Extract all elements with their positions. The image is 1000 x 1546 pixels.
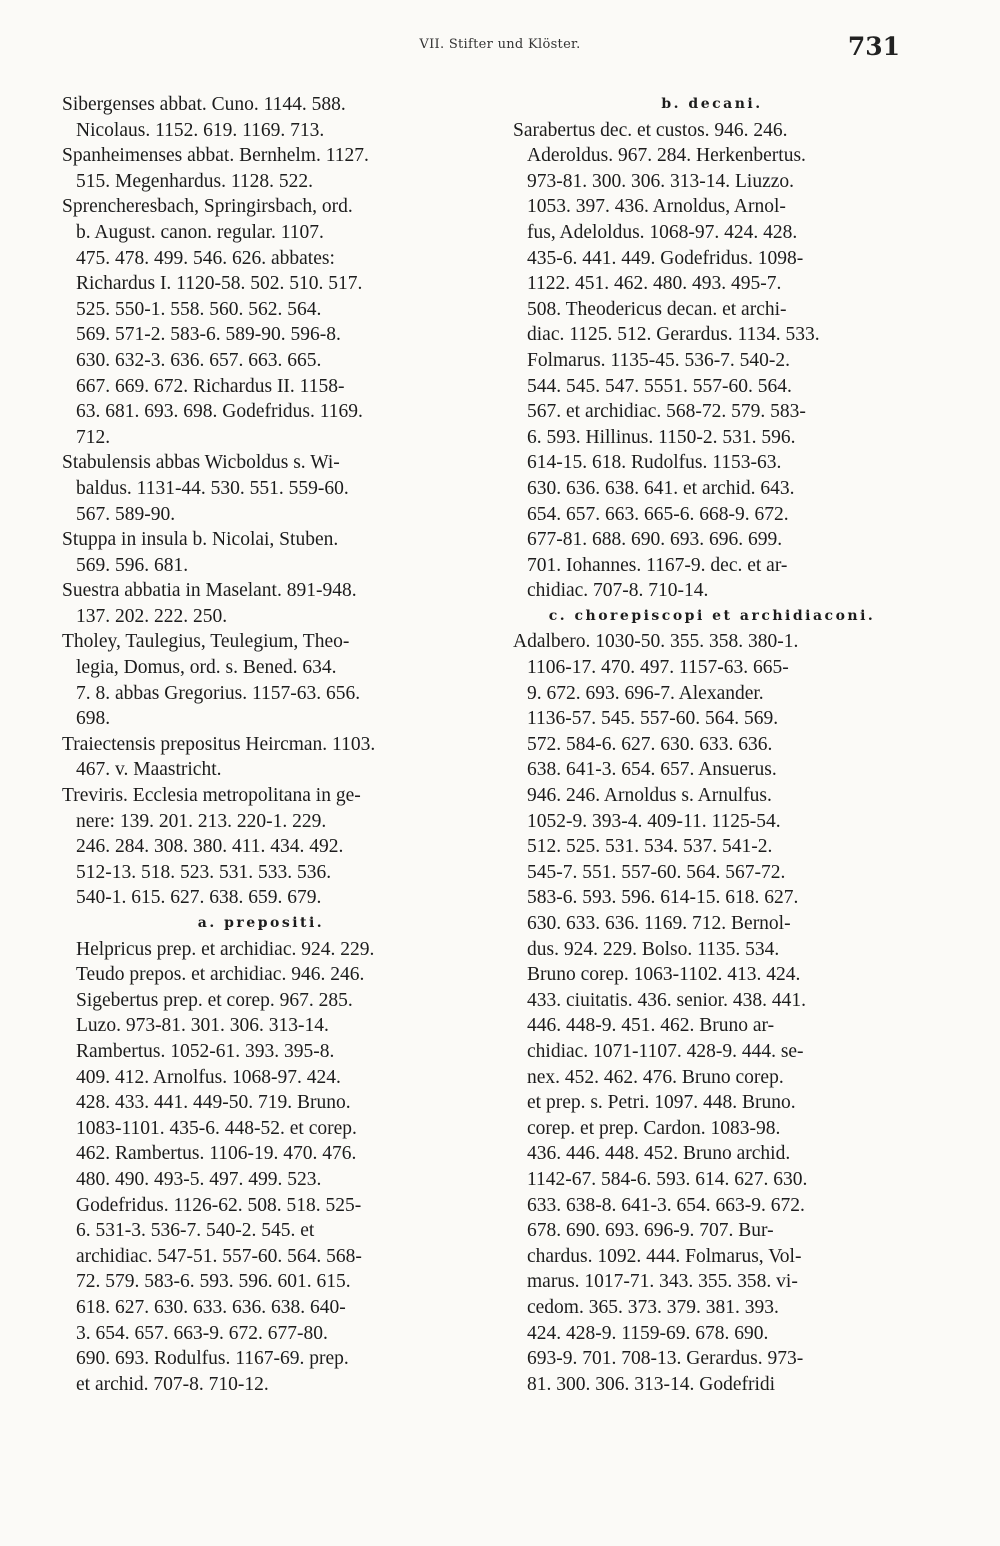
index-line: 525. 550-1. 558. 560. 562. 564. — [76, 298, 322, 320]
index-line: Spanheimenses abbat. Bernhelm. 1127. — [62, 145, 369, 167]
index-line: Stabulensis abbas Wicboldus s. Wi- — [62, 452, 340, 474]
index-line: Treviris. Ecclesia metropolitana in ge- — [62, 785, 361, 807]
index-line: cedom. 365. 373. 379. 381. 393. — [527, 1296, 779, 1318]
index-line: corep. et prep. Cardon. 1083-98. — [527, 1117, 781, 1139]
index-line: 3. 654. 657. 663-9. 672. 677-80. — [76, 1322, 328, 1344]
index-line: 973-81. 300. 306. 313-14. Liuzzo. — [527, 170, 795, 192]
index-line: 567. 589-90. — [76, 503, 176, 525]
right-column — [513, 92, 911, 1397]
index-line: 81. 300. 306. 313-14. Godefridi — [527, 1373, 776, 1395]
index-line: 690. 693. Rodulfus. 1167-69. prep. — [76, 1348, 349, 1370]
index-line: 1083-1101. 435-6. 448-52. et corep. — [76, 1117, 357, 1139]
index-line: fus, Adeloldus. 1068-97. 424. 428. — [527, 221, 798, 243]
index-line: 633. 638-8. 641-3. 654. 663-9. 672. — [527, 1194, 805, 1216]
index-line: 1142-67. 584-6. 593. 614. 627. 630. — [527, 1168, 808, 1190]
index-line: Richardus I. 1120-58. 502. 510. 517. — [76, 273, 363, 295]
index-line: Rambertus. 1052-61. 393. 395-8. — [76, 1040, 335, 1062]
index-line: 1106-17. 470. 497. 1157-63. 665- — [527, 657, 789, 679]
section-heading: a. prepositi. — [197, 915, 325, 931]
left-column — [62, 92, 460, 1397]
index-line: et prep. s. Petri. 1097. 448. Bruno. — [527, 1092, 796, 1114]
index-line: 6. 593. Hillinus. 1150-2. 531. 596. — [527, 426, 796, 448]
index-line: 698. — [76, 708, 111, 730]
page-header — [0, 28, 1000, 68]
index-line: et archid. 707-8. 710-12. — [76, 1373, 269, 1395]
section-heading: c. chorepiscopi et archidiaconi. — [548, 607, 876, 624]
index-line: 614-15. 618. Rudolfus. 1153-63. — [527, 452, 782, 474]
index-line: 693-9. 701. 708-13. Gerardus. 973- — [527, 1348, 804, 1370]
index-line: Sibergenses abbat. Cuno. 1144. 588. — [62, 94, 346, 115]
index-line: 618. 627. 630. 633. 636. 638. 640- — [76, 1296, 346, 1318]
running-head: VII. Stifter und Klöster. — [419, 37, 581, 52]
index-line: 1122. 451. 462. 480. 493. 495-7. — [527, 273, 782, 295]
index-line: 1052-9. 393-4. 409-11. 1125-54. — [527, 810, 781, 832]
index-line: 63. 681. 693. 698. Godefridus. 1169. — [76, 401, 363, 423]
index-line: 677-81. 688. 690. 693. 696. 699. — [527, 529, 783, 551]
index-line: 630. 636. 638. 641. et archid. 643. — [527, 477, 795, 499]
index-line: Nicolaus. 1152. 619. 1169. 713. — [76, 119, 325, 141]
index-line: 508. Theodericus decan. et archi- — [527, 298, 787, 320]
index-line: 512-13. 518. 523. 531. 533. 536. — [76, 861, 332, 883]
index-line: 630. 632-3. 636. 657. 663. 665. — [76, 349, 322, 371]
index-line: Teudo prepos. et archidiac. 946. 246. — [76, 964, 365, 986]
index-line: 462. Rambertus. 1106-19. 470. 476. — [76, 1143, 357, 1165]
index-line: archidiac. 547-51. 557-60. 564. 568- — [76, 1245, 362, 1267]
index-line: 583-6. 593. 596. 614-15. 618. 627. — [527, 887, 799, 909]
index-line: Tholey, Taulegius, Teulegium, Theo- — [62, 631, 350, 653]
section-heading: b. decani. — [661, 96, 763, 112]
index-line: Suestra abbatia in Maselant. 891-948. — [62, 580, 357, 602]
index-line: 569. 596. 681. — [76, 554, 189, 576]
index-line: Traiectensis prepositus Heircman. 1103. — [62, 733, 376, 755]
index-line: chidiac. 707-8. 710-14. — [527, 580, 709, 602]
index-line: 544. 545. 547. 5551. 557-60. 564. — [527, 375, 792, 397]
index-line: 72. 579. 583-6. 593. 596. 601. 615. — [76, 1271, 351, 1293]
index-line: 667. 669. 672. Richardus II. 1158- — [76, 375, 345, 397]
page-number: 731 — [847, 32, 900, 61]
index-line: 946. 246. Arnoldus s. Arnulfus. — [527, 785, 772, 807]
index-line: diac. 1125. 512. Gerardus. 1134. 533. — [527, 324, 820, 346]
index-line: 712. — [76, 426, 111, 448]
index-line: 545-7. 551. 557-60. 564. 567-72. — [527, 861, 786, 883]
index-line: 638. 641-3. 654. 657. Ansuerus. — [527, 759, 777, 781]
index-line: Luzo. 973-81. 301. 306. 313-14. — [76, 1015, 329, 1037]
index-line: b. August. canon. regular. 1107. — [76, 221, 324, 243]
index-line: 6. 531-3. 536-7. 540-2. 545. et — [76, 1220, 315, 1242]
index-line: 433. ciuitatis. 436. senior. 438. 441. — [527, 989, 806, 1011]
index-line: 654. 657. 663. 665-6. 668-9. 672. — [527, 503, 789, 525]
index-line: 428. 433. 441. 449-50. 719. Bruno. — [76, 1092, 351, 1114]
index-line: baldus. 1131-44. 530. 551. 559-60. — [76, 477, 349, 499]
index-line: 572. 584-6. 627. 630. 633. 636. — [527, 733, 773, 755]
index-line: 246. 284. 308. 380. 411. 434. 492. — [76, 836, 344, 858]
index-line: Folmarus. 1135-45. 536-7. 540-2. — [527, 349, 791, 371]
index-line: 409. 412. Arnolfus. 1068-97. 424. — [76, 1066, 341, 1088]
index-line: 467. v. Maastricht. — [76, 759, 222, 781]
index-line: 515. Megenhardus. 1128. 522. — [76, 170, 314, 192]
index-line: 630. 633. 636. 1169. 712. Bernol- — [527, 913, 791, 934]
index-line: Adalbero. 1030-50. 355. 358. 380-1. — [513, 631, 799, 653]
index-line: 1053. 397. 436. Arnoldus, Arnol- — [527, 196, 786, 218]
index-line: 569. 571-2. 583-6. 589-90. 596-8. — [76, 324, 341, 346]
index-line: Godefridus. 1126-62. 508. 518. 525- — [76, 1194, 362, 1216]
index-line: 435-6. 441. 449. Godefridus. 1098- — [527, 247, 804, 269]
index-line: 137. 202. 222. 250. — [76, 605, 228, 627]
index-line: 436. 446. 448. 452. Bruno archid. — [527, 1143, 791, 1165]
index-line: 678. 690. 693. 696-9. 707. Bur- — [527, 1220, 774, 1242]
index-line: Sigebertus prep. et corep. 967. 285. — [76, 989, 353, 1011]
index-line: 480. 490. 493-5. 497. 499. 523. — [76, 1168, 322, 1190]
index-line: Sprencheresbach, Springirsbach, ord. — [62, 196, 353, 218]
index-line: chardus. 1092. 444. Folmarus, Vol- — [527, 1245, 802, 1267]
index-line: Bruno corep. 1063-1102. 413. 424. — [527, 964, 801, 986]
index-line: 540-1. 615. 627. 638. 659. 679. — [76, 887, 322, 909]
index-line: 7. 8. abbas Gregorius. 1157-63. 656. — [76, 682, 361, 704]
index-line: 1136-57. 545. 557-60. 564. 569. — [527, 708, 779, 730]
index-line: nex. 452. 462. 476. Bruno corep. — [527, 1066, 784, 1088]
index-line: 475. 478. 499. 546. 626. abbates: — [76, 247, 335, 269]
index-line: Helpricus prep. et archidiac. 924. 229. — [76, 938, 375, 960]
index-line: 9. 672. 693. 696-7. Alexander. — [527, 682, 764, 704]
index-line: 701. Iohannes. 1167-9. dec. et ar- — [527, 554, 788, 576]
index-line: legia, Domus, ord. s. Bened. 634. — [76, 657, 337, 679]
index-line: 446. 448-9. 451. 462. Bruno ar- — [527, 1015, 775, 1037]
index-line: nere: 139. 201. 213. 220-1. 229. — [76, 810, 327, 832]
index-line: Aderoldus. 967. 284. Herkenbertus. — [527, 145, 806, 167]
index-line: chidiac. 1071-1107. 428-9. 444. se- — [527, 1040, 804, 1062]
index-line: 567. et archidiac. 568-72. 579. 583- — [527, 401, 806, 423]
index-line: 424. 428-9. 1159-69. 678. 690. — [527, 1322, 769, 1344]
index-line: Sarabertus dec. et custos. 946. 246. — [513, 119, 788, 141]
index-line: marus. 1017-71. 343. 355. 358. vi- — [527, 1271, 798, 1293]
index-line: dus. 924. 229. Bolso. 1135. 534. — [527, 938, 780, 960]
index-line: Stuppa in insula b. Nicolai, Stuben. — [62, 529, 339, 551]
index-line: 512. 525. 531. 534. 537. 541-2. — [527, 836, 773, 858]
